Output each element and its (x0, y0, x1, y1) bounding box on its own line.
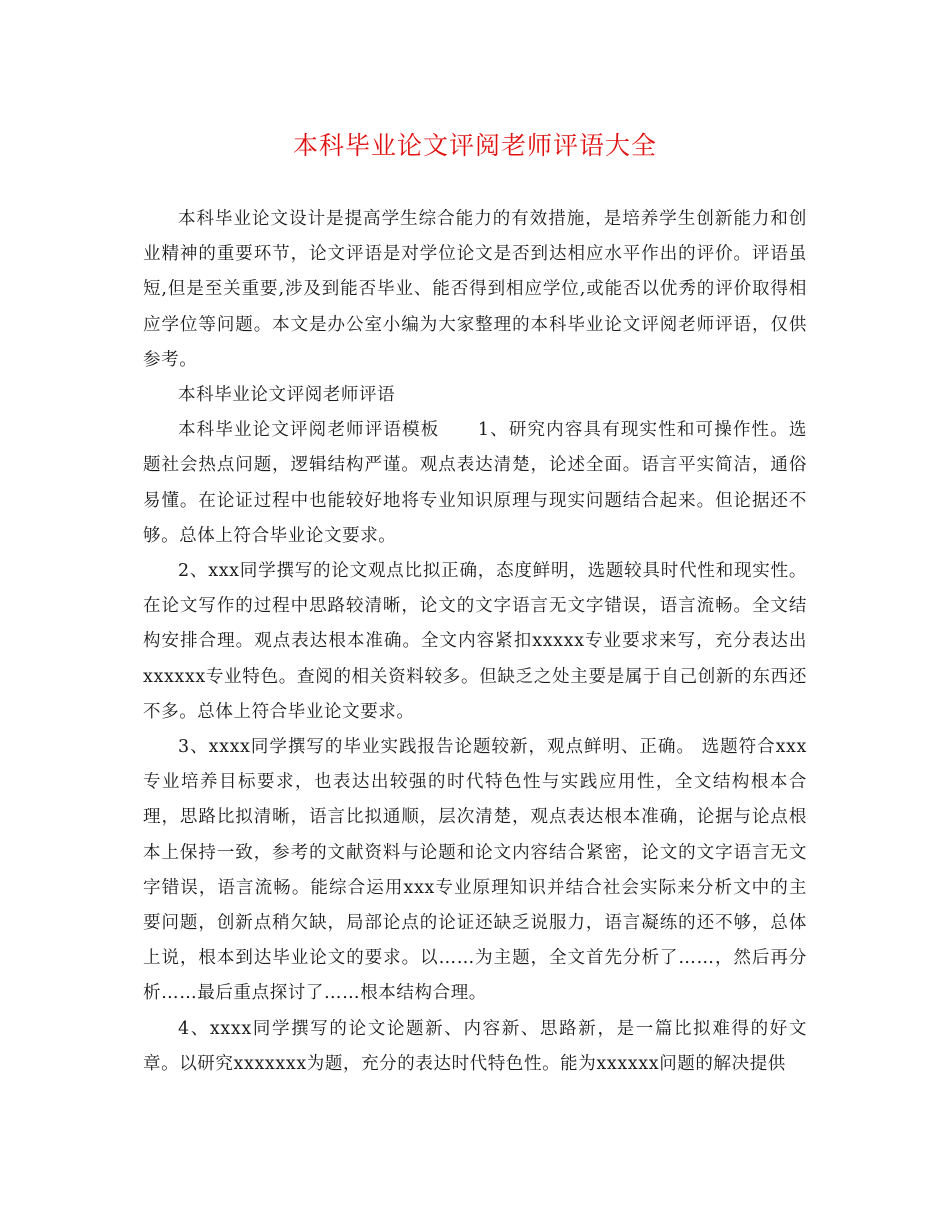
template-heading: 本科毕业论文评阅老师评语模板 (178, 420, 440, 441)
comment-item-1: 1、研究内容具有现实性和可操作性。选题社会热点问题，逻辑结构严谨。观点表达清楚，论述全面。语言平实简洁，通俗易懂。在论证过程中也能较好地将专业知识原理与现实问题结合起来。但论据还不够。总体上符合毕业论文要求。 (143, 420, 807, 546)
template-paragraph (143, 413, 807, 554)
section-heading: 本科毕业论文评阅老师评语 (178, 385, 396, 406)
comment-item-4: 4、xxxx同学撰写的论文论题新、内容新、思路新，是一篇比拟难得的好文章。以研究xxxxxxx为题，充分的表达时代特色性。能为xxxxxx问题的解决提供 (143, 1018, 807, 1074)
comment-item-2: 2、xxx同学撰写的论文观点比拟正确，态度鲜明，选题较具时代性和现实性。在论文写作的过程中思路较清晰，论文的文字语言无文字错误，语言流畅。全文结构安排合理。观点表达根本准确。全文内容紧扣xxxxx专业要求来写，充分表达出xxxxxx专业特色。查阅的相关资料较多。但缺乏之处主要是属于自己创新的东西还不多。总体上符合毕业论文要求。 (143, 561, 807, 722)
document-title: 本科毕业论文评阅老师评语大全 (292, 131, 657, 160)
document-body (143, 202, 807, 1082)
comment-item-3: 3、xxxx同学撰写的毕业实践报告论题较新，观点鲜明、正确。 选题符合xxx专业培养目标要求，也表达出较强的时代特色性与实践应用性，全文结构根本合理，思路比拟清晰，语言比拟通顺，层次清楚，观点表达根本准确，论据与论点根本上保持一致，参考的文献资料与论题和论文内容结合紧密，论文的文字语言无文字错误，语言流畅。能综合运用xxx专业原理知识并结合社会实际来分析文中的主要问题，创新点稍欠缺，局部论点的论证还缺乏说服力，语言凝练的还不够，总体上说，根本到达毕业论文的要求。以……为主题，全文首先分析了……，然后再分析……最后重点探讨了……根本结构合理。 (143, 737, 807, 1004)
intro-paragraph: 本科毕业论文设计是提高学生综合能力的有效措施，是培养学生创新能力和创业精神的重要环节，论文评语是对学位论文是否到达相应水平作出的评价。评语虽短,但是至关重要,涉及到能否毕业、能否得到相应学位,或能否以优秀的评价取得相应学位等问题。本文是办公室小编为大家整理的本科毕业论文评阅老师评语，仅供参考。 (143, 209, 807, 370)
